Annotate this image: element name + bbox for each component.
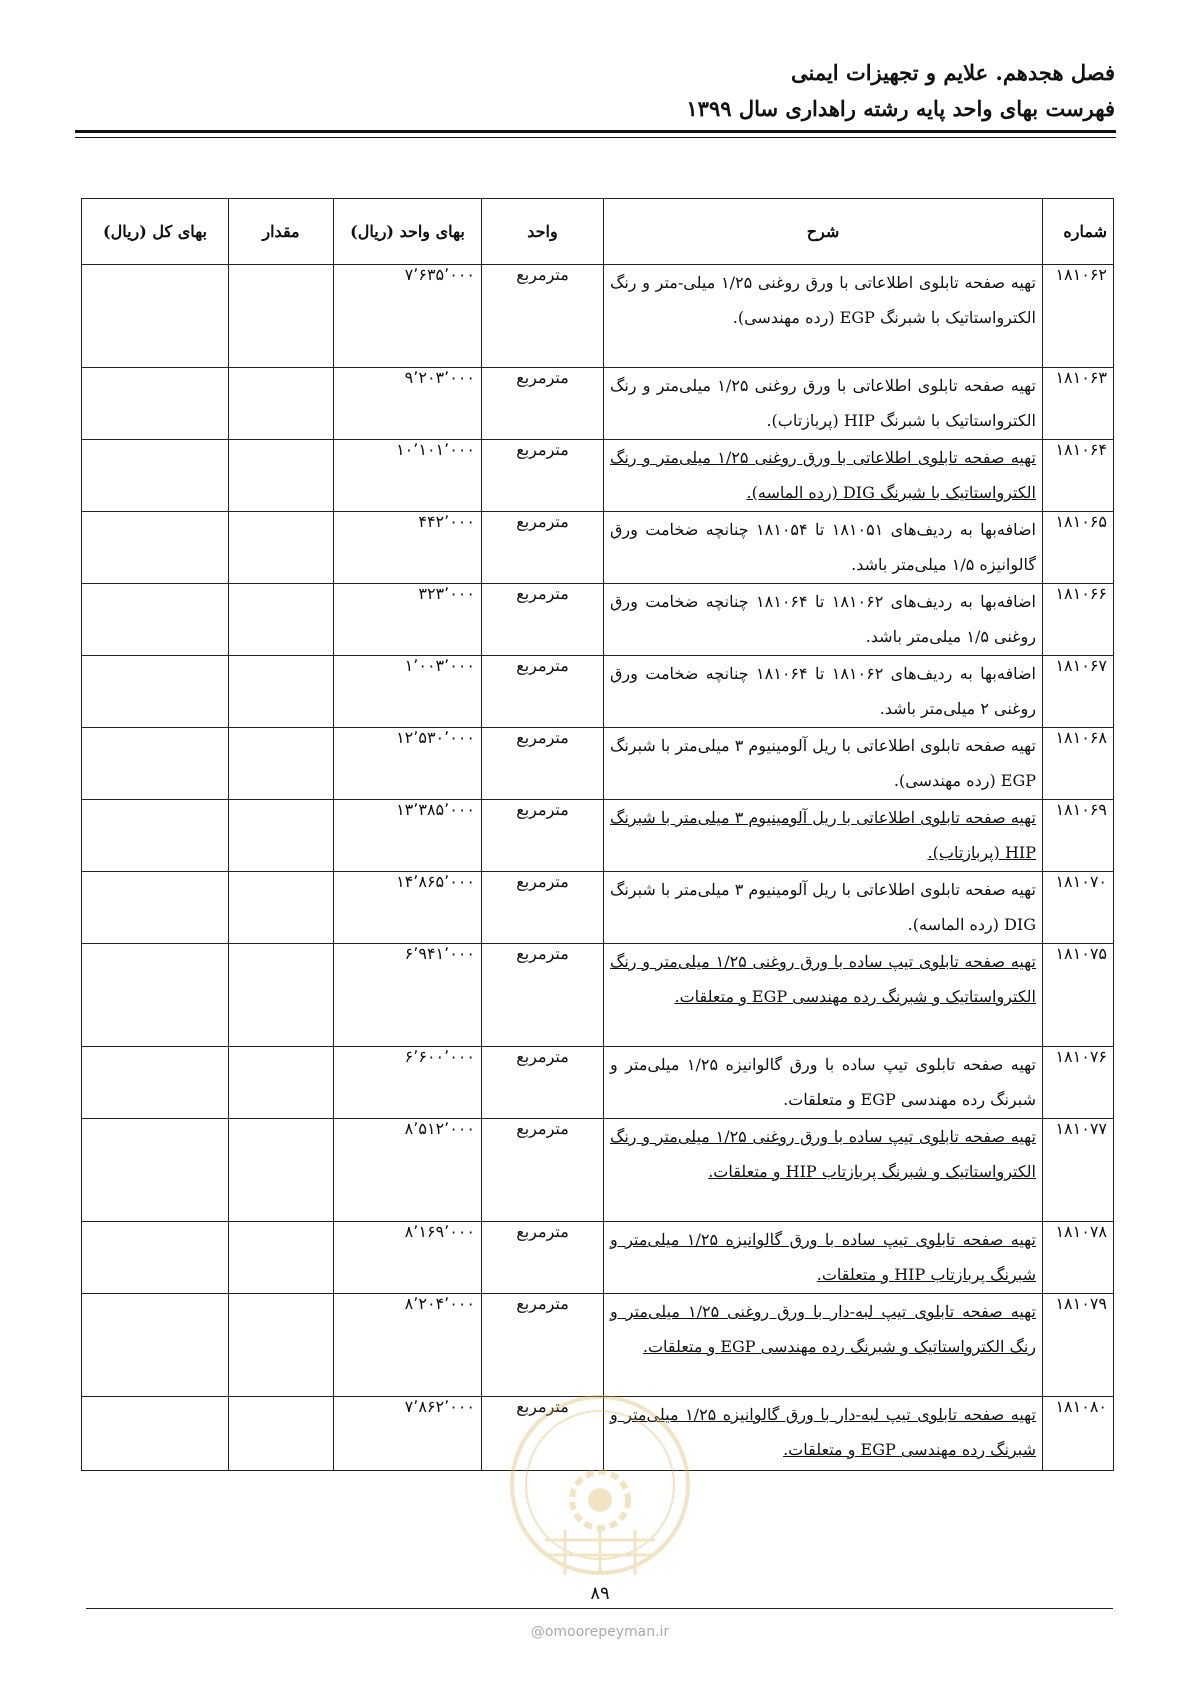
item-quantity bbox=[229, 944, 334, 1047]
item-description: تهیه صفحه تابلوی تیپ ساده با ورق روغنی ۱/۲۵ میلی‌متر و رنگ الکترواستاتیک و شبرنگ رده مهندسی EGP و متعلقات. bbox=[604, 944, 1043, 1047]
item-unit: مترمربع bbox=[482, 656, 604, 728]
item-quantity bbox=[229, 1397, 334, 1471]
item-total-price bbox=[82, 1119, 229, 1222]
item-description: اضافه‌بها به ردیف‌های ۱۸۱۰۵۱ تا ۱۸۱۰۵۴ چنانچه ضخامت ورق گالوانیزه ۱/۵ میلی‌متر باشد. bbox=[604, 512, 1043, 584]
item-number: ۱۸۱۰۶۸ bbox=[1043, 728, 1114, 800]
item-description: اضافه‌بها به ردیف‌های ۱۸۱۰۶۲ تا ۱۸۱۰۶۴ چنانچه ضخامت ورق روغنی ۲ میلی‌متر باشد. bbox=[604, 656, 1043, 728]
item-total-price bbox=[82, 1222, 229, 1294]
item-unit-price: ۸٬۵۱۲٬۰۰۰ bbox=[334, 1119, 482, 1222]
item-unit: مترمربع bbox=[482, 1047, 604, 1119]
watermark-text: @omoorepeyman.ir bbox=[530, 1624, 670, 1640]
item-quantity bbox=[229, 512, 334, 584]
item-description: تهیه صفحه تابلوی تیپ لبه-دار با ورق گالوانیزه ۱/۲۵ میلی‌متر و شبرنگ رده مهندسی EGP و متعلقات. bbox=[604, 1397, 1043, 1471]
item-description: تهیه صفحه تابلوی اطلاعاتی با ورق روغنی ۱/۲۵ میلی-متر و رنگ الکترواستاتیک با شبرنگ EGP (رده مهندسی). bbox=[604, 265, 1043, 368]
column-header-unit: واحد bbox=[482, 199, 604, 265]
item-quantity bbox=[229, 872, 334, 944]
item-number: ۱۸۱۰۶۲ bbox=[1043, 265, 1114, 368]
item-unit-price: ۱۰٬۱۰۱٬۰۰۰ bbox=[334, 440, 482, 512]
item-number: ۱۸۱۰۶۶ bbox=[1043, 584, 1114, 656]
item-total-price bbox=[82, 728, 229, 800]
column-header-number: شماره bbox=[1043, 199, 1114, 265]
item-total-price bbox=[82, 512, 229, 584]
item-description: تهیه صفحه تابلوی اطلاعاتی با ورق روغنی ۱/۲۵ میلی‌متر و رنگ الکترواستاتیک با شبرنگ DIG (رده الماسه). bbox=[604, 440, 1043, 512]
item-quantity bbox=[229, 265, 334, 368]
item-unit: مترمربع bbox=[482, 872, 604, 944]
item-quantity bbox=[229, 440, 334, 512]
item-unit-price: ۶٬۹۴۱٬۰۰۰ bbox=[334, 944, 482, 1047]
item-total-price bbox=[82, 1294, 229, 1397]
item-number: ۱۸۱۰۶۳ bbox=[1043, 368, 1114, 440]
table-row bbox=[82, 656, 1114, 728]
table-row bbox=[82, 584, 1114, 656]
table-row bbox=[82, 265, 1114, 368]
table-row bbox=[82, 440, 1114, 512]
item-number: ۱۸۱۰۷۵ bbox=[1043, 944, 1114, 1047]
item-quantity bbox=[229, 1294, 334, 1397]
item-quantity bbox=[229, 1222, 334, 1294]
table-row bbox=[82, 1047, 1114, 1119]
item-number: ۱۸۱۰۷۷ bbox=[1043, 1119, 1114, 1222]
item-number: ۱۸۱۰۶۴ bbox=[1043, 440, 1114, 512]
item-unit-price: ۱٬۰۰۳٬۰۰۰ bbox=[334, 656, 482, 728]
item-unit: مترمربع bbox=[482, 584, 604, 656]
item-total-price bbox=[82, 368, 229, 440]
item-number: ۱۸۱۰۷۸ bbox=[1043, 1222, 1114, 1294]
table-row bbox=[82, 872, 1114, 944]
table-row bbox=[82, 728, 1114, 800]
table-row bbox=[82, 1294, 1114, 1397]
table-row bbox=[82, 944, 1114, 1047]
item-quantity bbox=[229, 368, 334, 440]
table-row bbox=[82, 512, 1114, 584]
header-rule-thick bbox=[75, 130, 1116, 133]
item-total-price bbox=[82, 265, 229, 368]
item-quantity bbox=[229, 728, 334, 800]
item-unit-price: ۴۴۲٬۰۰۰ bbox=[334, 512, 482, 584]
item-unit: مترمربع bbox=[482, 728, 604, 800]
table-row bbox=[82, 1397, 1114, 1471]
item-number: ۱۸۱۰۷۰ bbox=[1043, 872, 1114, 944]
table-row bbox=[82, 368, 1114, 440]
item-quantity bbox=[229, 800, 334, 872]
item-total-price bbox=[82, 440, 229, 512]
column-header-total-price: بهای کل (ریال) bbox=[82, 199, 229, 265]
item-unit-price: ۶٬۶۰۰٬۰۰۰ bbox=[334, 1047, 482, 1119]
item-total-price bbox=[82, 1047, 229, 1119]
item-description: تهیه صفحه تابلوی اطلاعاتی با ریل آلومینیوم ۳ میلی‌متر با شبرنگ HIP (پربازتاب). bbox=[604, 800, 1043, 872]
item-unit: مترمربع bbox=[482, 1294, 604, 1397]
item-unit-price: ۷٬۸۶۲٬۰۰۰ bbox=[334, 1397, 482, 1471]
item-description: تهیه صفحه تابلوی تیپ ساده با ورق گالوانیزه ۱/۲۵ میلی‌متر و شبرنگ پربازتاب HIP و متعلقات. bbox=[604, 1222, 1043, 1294]
header-rule-thin bbox=[75, 137, 1116, 138]
item-total-price bbox=[82, 800, 229, 872]
document-subtitle: فهرست بهای واحد پایه رشته راهداری سال ۱۳۹۹ bbox=[686, 96, 1115, 121]
item-total-price bbox=[82, 1397, 229, 1471]
item-unit-price: ۳۲۳٬۰۰۰ bbox=[334, 584, 482, 656]
item-unit-price: ۸٬۲۰۴٬۰۰۰ bbox=[334, 1294, 482, 1397]
item-number: ۱۸۱۰۷۶ bbox=[1043, 1047, 1114, 1119]
price-table bbox=[81, 198, 1114, 1471]
item-unit-price: ۱۲٬۵۳۰٬۰۰۰ bbox=[334, 728, 482, 800]
item-unit: مترمربع bbox=[482, 800, 604, 872]
item-description: تهیه صفحه تابلوی اطلاعاتی با ریل آلومینیوم ۳ میلی‌متر با شبرنگ DIG (رده الماسه). bbox=[604, 872, 1043, 944]
item-unit: مترمربع bbox=[482, 944, 604, 1047]
item-unit-price: ۸٬۱۶۹٬۰۰۰ bbox=[334, 1222, 482, 1294]
item-unit-price: ۹٬۲۰۳٬۰۰۰ bbox=[334, 368, 482, 440]
footer-rule bbox=[86, 1608, 1113, 1609]
item-quantity bbox=[229, 1047, 334, 1119]
item-number: ۱۸۱۰۸۰ bbox=[1043, 1397, 1114, 1471]
item-number: ۱۸۱۰۶۷ bbox=[1043, 656, 1114, 728]
item-quantity bbox=[229, 656, 334, 728]
item-number: ۱۸۱۰۶۵ bbox=[1043, 512, 1114, 584]
item-unit: مترمربع bbox=[482, 512, 604, 584]
page-number: ۸۹ bbox=[590, 1583, 610, 1604]
column-header-unit-price: بهای واحد (ریال) bbox=[334, 199, 482, 265]
item-total-price bbox=[82, 584, 229, 656]
item-total-price bbox=[82, 872, 229, 944]
item-unit: مترمربع bbox=[482, 440, 604, 512]
item-quantity bbox=[229, 1119, 334, 1222]
item-description: تهیه صفحه تابلوی تیپ ساده با ورق روغنی ۱/۲۵ میلی‌متر و رنگ الکترواستاتیک و شبرنگ پربازتاب HIP و متعلقات. bbox=[604, 1119, 1043, 1222]
item-description: تهیه صفحه تابلوی تیپ لبه-دار با ورق روغنی ۱/۲۵ میلی‌متر و رنگ الکترواستاتیک و شبرنگ رده مهندسی EGP و متعلقات. bbox=[604, 1294, 1043, 1397]
item-unit: مترمربع bbox=[482, 265, 604, 368]
item-unit-price: ۷٬۶۳۵٬۰۰۰ bbox=[334, 265, 482, 368]
item-total-price bbox=[82, 944, 229, 1047]
item-unit: مترمربع bbox=[482, 1119, 604, 1222]
item-description: تهیه صفحه تابلوی اطلاعاتی با ریل آلومینیوم ۳ میلی‌متر با شبرنگ EGP (رده مهندسی). bbox=[604, 728, 1043, 800]
chapter-title: فصل هجدهم. علایم و تجهیزات ایمنی bbox=[790, 60, 1115, 85]
item-unit-price: ۱۳٬۳۸۵٬۰۰۰ bbox=[334, 800, 482, 872]
column-header-description: شرح bbox=[604, 199, 1043, 265]
table-row bbox=[82, 1222, 1114, 1294]
column-header-quantity: مقدار bbox=[229, 199, 334, 265]
item-unit: مترمربع bbox=[482, 1222, 604, 1294]
table-row bbox=[82, 1119, 1114, 1222]
item-description: تهیه صفحه تابلوی اطلاعاتی با ورق روغنی ۱/۲۵ میلی‌متر و رنگ الکترواستاتیک با شبرنگ HIP (پربازتاب). bbox=[604, 368, 1043, 440]
table-header-row bbox=[82, 199, 1114, 265]
item-number: ۱۸۱۰۶۹ bbox=[1043, 800, 1114, 872]
item-unit-price: ۱۴٬۸۶۵٬۰۰۰ bbox=[334, 872, 482, 944]
item-number: ۱۸۱۰۷۹ bbox=[1043, 1294, 1114, 1397]
item-quantity bbox=[229, 584, 334, 656]
item-unit: مترمربع bbox=[482, 1397, 604, 1471]
item-unit: مترمربع bbox=[482, 368, 604, 440]
item-description: اضافه‌بها به ردیف‌های ۱۸۱۰۶۲ تا ۱۸۱۰۶۴ چنانچه ضخامت ورق روغنی ۱/۵ میلی‌متر باشد. bbox=[604, 584, 1043, 656]
item-total-price bbox=[82, 656, 229, 728]
item-description: تهیه صفحه تابلوی تیپ ساده با ورق گالوانیزه ۱/۲۵ میلی‌متر و شبرنگ رده مهندسی EGP و متعلقات. bbox=[604, 1047, 1043, 1119]
table-row bbox=[82, 800, 1114, 872]
